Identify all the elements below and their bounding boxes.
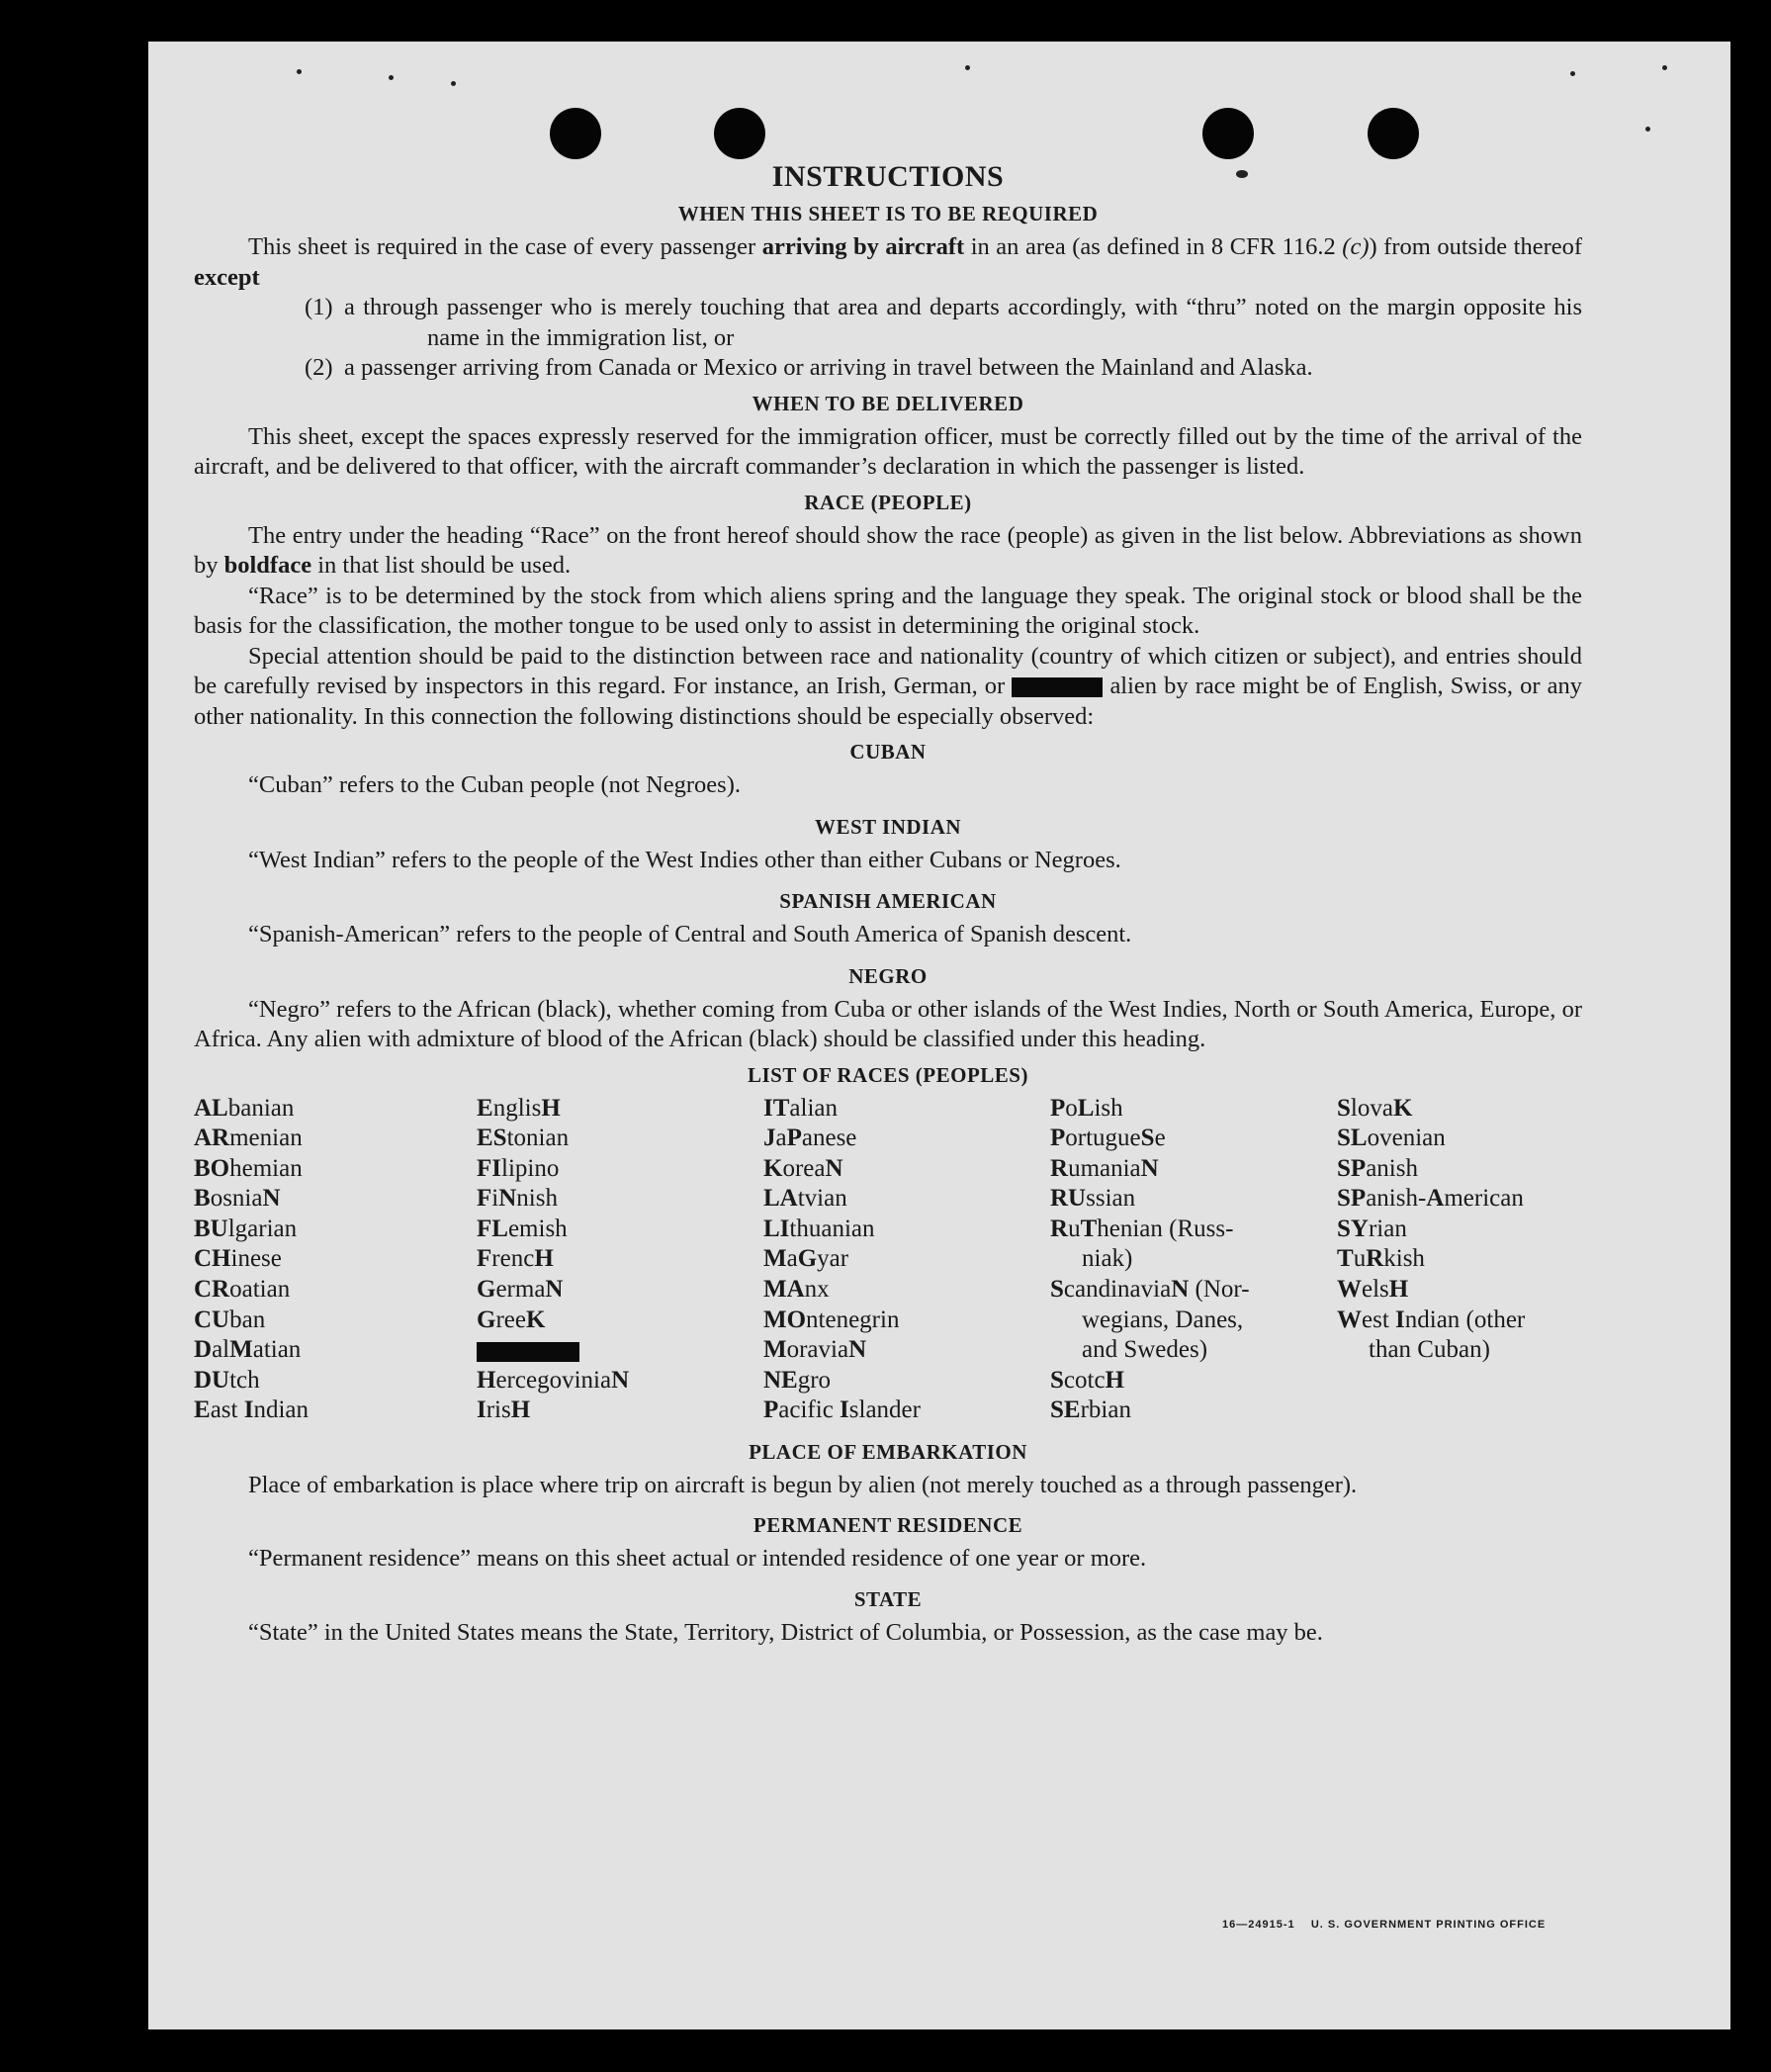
race-abbrev: IT — [763, 1094, 790, 1122]
race-text: emish — [507, 1215, 568, 1242]
heading-residence: PERMANENT RESIDENCE — [753, 1512, 1023, 1537]
race-abbrev: R — [1050, 1154, 1069, 1182]
race-entry — [763, 1275, 1050, 1306]
race-entry — [477, 1094, 763, 1125]
race-abbrev: S — [1337, 1094, 1351, 1122]
delivered-paragraph: This sheet, except the spaces expressly reserved for the immigration officer, must be correctly filled out by the time of the arrival of the aircraft, and be delivered to that officer, with the aircraft commander’s declaration in which the passenger is listed. — [194, 422, 1582, 480]
speck — [1645, 127, 1650, 132]
redaction-mark — [1012, 677, 1103, 697]
race-abbrev: E — [477, 1094, 493, 1122]
race-abbrev: J — [763, 1125, 776, 1152]
race-entry — [763, 1215, 1050, 1245]
race-abbrev: K — [763, 1154, 783, 1182]
redaction-mark — [477, 1342, 579, 1362]
race-text: banian — [227, 1094, 295, 1122]
race-abbrev: M — [763, 1245, 787, 1273]
race-text: els — [1362, 1276, 1389, 1304]
race-abbrev: I — [1395, 1306, 1405, 1333]
race-abbrev: BU — [194, 1215, 228, 1242]
race-text: lova — [1350, 1094, 1393, 1122]
race-abbrev: W — [1337, 1276, 1362, 1304]
race-text: u — [1353, 1245, 1367, 1273]
race-abbrev: N — [545, 1276, 564, 1304]
race-entry — [1050, 1244, 1337, 1275]
race-entry — [194, 1306, 477, 1336]
speck — [297, 69, 302, 74]
race-text: tvian — [797, 1185, 847, 1213]
race-entry — [1050, 1275, 1337, 1306]
race-abbrev: M — [763, 1336, 787, 1364]
race-text: gro — [797, 1366, 832, 1394]
race-text: tonian — [506, 1125, 570, 1152]
race-abbrev: A — [1426, 1185, 1445, 1213]
race-text: ndian (other — [1404, 1306, 1526, 1333]
cuban-paragraph: “Cuban” refers to the Cuban people (not Negroes). — [248, 771, 741, 798]
race-entry — [1337, 1184, 1582, 1215]
race-entry — [194, 1396, 477, 1426]
race-abbrev: LA — [763, 1185, 798, 1213]
race-entry — [194, 1215, 477, 1245]
race-entry — [477, 1366, 763, 1396]
race-entry — [1337, 1215, 1582, 1245]
printer-name: U. S. GOVERNMENT PRINTING OFFICE — [1310, 1919, 1547, 1931]
text: Special attention should be paid to the distinction between race and nationality (country of which citizen or subject), and entries should be carefully revised by inspectors in this regard. For instance, an Irish, German, or — [194, 642, 1582, 699]
race-text: kish — [1383, 1245, 1425, 1273]
race-abbrev: P — [1050, 1125, 1066, 1152]
race-abbrev: N — [1171, 1276, 1190, 1304]
race-text: alian — [789, 1094, 838, 1122]
race-abbrev: K — [525, 1306, 546, 1333]
race-abbrev: SL — [1337, 1125, 1368, 1152]
race-abbrev: AR — [194, 1125, 230, 1152]
race-text: acific — [778, 1396, 841, 1424]
race-text: anish- — [1366, 1185, 1427, 1213]
race-text: ortugue — [1065, 1125, 1141, 1152]
race-entry — [763, 1154, 1050, 1185]
race-text: cotc — [1063, 1366, 1106, 1394]
race-abbrev: G — [797, 1245, 818, 1273]
race-abbrev: SP — [1337, 1185, 1367, 1213]
race-abbrev: L — [1077, 1094, 1095, 1122]
race-abbrev: I — [243, 1396, 254, 1424]
race-abbrev: N — [262, 1185, 281, 1213]
race-entry — [477, 1275, 763, 1306]
race-abbrev: H — [510, 1396, 531, 1424]
embarkation-paragraph: Place of embarkation is place where trip on aircraft is begun by alien (not merely touched as a through passenger). — [248, 1472, 1358, 1499]
race-abbrev: G — [477, 1306, 496, 1333]
punch-hole — [1202, 108, 1254, 159]
race-column — [1050, 1094, 1337, 1427]
race-abbrev: F — [477, 1245, 492, 1273]
race-text: renc — [491, 1245, 535, 1273]
race-entry — [194, 1154, 477, 1185]
race-abbrev: SE — [1050, 1396, 1081, 1424]
race-text: lgarian — [227, 1215, 298, 1242]
race-text: atian — [252, 1336, 302, 1364]
race-abbrev: I — [840, 1396, 849, 1424]
race-entry — [1050, 1215, 1337, 1245]
race-abbrev: W — [1337, 1306, 1362, 1333]
heading-spanish-american: SPANISH AMERICAN — [779, 889, 997, 913]
race-abbrev: H — [1105, 1366, 1124, 1394]
heading-cuban: CUBAN — [849, 740, 927, 764]
form-code: 16—24915-1 — [1222, 1919, 1295, 1931]
race-entry — [763, 1244, 1050, 1275]
race-abbrev: N — [498, 1185, 517, 1213]
race-entry — [763, 1184, 1050, 1215]
instructions-content — [194, 160, 1582, 1649]
race-abbrev: BO — [194, 1154, 230, 1182]
speck — [451, 81, 456, 86]
printer-footer — [1222, 1919, 1546, 1931]
heading-delivered: WHEN TO BE DELIVERED — [752, 391, 1024, 415]
race-text: candinavia — [1063, 1276, 1172, 1304]
race-entry — [1337, 1124, 1582, 1154]
race-text: o — [1065, 1094, 1078, 1122]
race-text: oravia — [786, 1336, 849, 1364]
race-text: slander — [848, 1396, 921, 1424]
race-abbrev: NE — [763, 1366, 798, 1394]
race-paragraph-2: “Race” is to be determined by the stock from which aliens spring and the language they speak. The original stock or blood shall be the basis for the classification, the mother tongue to be used only to assist in determining the original stock. — [194, 582, 1582, 639]
heading-race-list: LIST OF RACES (PEOPLES) — [748, 1062, 1028, 1087]
race-entry — [763, 1306, 1050, 1336]
exception-item-2 — [305, 353, 1582, 384]
race-paragraph-3 — [194, 642, 1582, 733]
race-abbrev: SY — [1337, 1215, 1369, 1242]
race-entry — [477, 1244, 763, 1275]
speck — [965, 65, 970, 70]
race-entry — [763, 1335, 1050, 1366]
text: ) from outside thereof — [1369, 233, 1583, 260]
race-abbrev: R — [1366, 1245, 1384, 1273]
race-entry — [1050, 1184, 1337, 1215]
race-abbrev: N — [848, 1336, 867, 1364]
race-abbrev: CU — [194, 1306, 230, 1333]
race-entry — [477, 1335, 763, 1366]
race-text: erma — [495, 1276, 546, 1304]
race-abbrev: S — [1050, 1276, 1064, 1304]
text-bold: arriving by aircraft — [761, 233, 965, 260]
item-number: (2) — [305, 354, 333, 381]
race-entry — [194, 1366, 477, 1396]
race-text: anese — [801, 1125, 857, 1152]
race-text: and Swedes) — [1082, 1336, 1208, 1364]
exception-item-1 — [305, 293, 1582, 353]
race-abbrev: H — [541, 1094, 561, 1122]
race-text: u — [1068, 1215, 1081, 1242]
race-abbrev: MA — [763, 1276, 805, 1304]
race-text: menian — [229, 1125, 303, 1152]
race-abbrev: MO — [763, 1306, 807, 1333]
race-entry — [1050, 1366, 1337, 1396]
race-entry — [1050, 1396, 1337, 1426]
race-column — [763, 1094, 1050, 1427]
race-text: rian — [1368, 1215, 1407, 1242]
race-abbrev: B — [194, 1185, 211, 1213]
race-paragraph-1 — [194, 521, 1582, 582]
race-text: ish — [1094, 1094, 1123, 1122]
text: in that list should be used. — [311, 552, 572, 579]
race-entry — [194, 1094, 477, 1125]
text: The entry under the heading “Race” on the front hereof should show the race (people) as given in the list below. Abbreviations as shown by — [194, 521, 1582, 579]
race-text: e — [1154, 1125, 1166, 1152]
race-text: ntenegrin — [806, 1306, 900, 1333]
race-entry — [477, 1306, 763, 1336]
spanish-american-paragraph: “Spanish-American” refers to the people of Central and South America of Spanish descent. — [248, 921, 1132, 947]
race-column — [194, 1094, 477, 1427]
heading-required: WHEN THIS SHEET IS TO BE REQUIRED — [677, 202, 1099, 225]
state-paragraph: “State” in the United States means the State, Territory, District of Columbia, or Possession, as the case may be. — [248, 1619, 1323, 1647]
race-entry — [477, 1396, 763, 1426]
residence-paragraph: “Permanent residence” means on this sheet actual or intended residence of one year or more. — [248, 1544, 1147, 1572]
race-entry — [1337, 1094, 1582, 1125]
race-abbrev: FI — [477, 1154, 501, 1182]
race-text: nx — [804, 1276, 830, 1304]
race-entry — [194, 1124, 477, 1154]
speck — [1570, 71, 1575, 76]
race-abbrev: G — [477, 1276, 496, 1304]
race-abbrev: K — [1392, 1094, 1413, 1122]
race-text: hemian — [229, 1154, 303, 1182]
page-title: INSTRUCTIONS — [771, 160, 1005, 193]
race-abbrev: SP — [1337, 1154, 1367, 1182]
race-text: oatian — [229, 1276, 291, 1304]
race-text: ssian — [1086, 1185, 1136, 1213]
race-text: niak) — [1082, 1245, 1133, 1273]
race-abbrev: LI — [763, 1215, 790, 1242]
race-abbrev: D — [194, 1336, 213, 1364]
race-abbrev: F — [477, 1185, 492, 1213]
race-entry — [1050, 1094, 1337, 1125]
race-entry — [1337, 1275, 1582, 1306]
race-text: merican — [1444, 1185, 1524, 1213]
race-abbrev: T — [1337, 1245, 1354, 1273]
race-abbrev: R — [1050, 1215, 1069, 1242]
race-text: wegians, Danes, — [1082, 1306, 1244, 1333]
race-text: tch — [229, 1366, 260, 1394]
race-entry — [477, 1124, 763, 1154]
negro-paragraph: “Negro” refers to the African (black), whether coming from Cuba or other islands of the West Indies, North or South America, Europe, or Africa. Any alien with admixture of blood of the African (black) should be classified under this heading. — [194, 995, 1582, 1052]
race-abbrev: S — [1140, 1125, 1155, 1152]
race-abbrev: FL — [477, 1215, 508, 1242]
punch-hole — [550, 108, 601, 159]
race-entry — [763, 1124, 1050, 1154]
race-text: lipino — [501, 1154, 560, 1182]
race-text: i — [491, 1185, 499, 1213]
race-abbrev: H — [477, 1366, 496, 1394]
race-column — [477, 1094, 763, 1427]
race-text: than Cuban) — [1369, 1336, 1490, 1364]
race-text: a — [786, 1245, 798, 1273]
text-bold: except — [194, 263, 260, 291]
race-text: rbian — [1080, 1396, 1131, 1424]
race-text: ast — [210, 1396, 244, 1424]
race-entry — [194, 1244, 477, 1275]
race-text: yar — [817, 1245, 849, 1273]
race-text: ree — [495, 1306, 526, 1333]
race-abbrev: ES — [477, 1125, 507, 1152]
punch-hole — [714, 108, 765, 159]
heading-negro: NEGRO — [848, 963, 928, 988]
race-text: ris — [486, 1396, 511, 1424]
west-indian-paragraph: “West Indian” refers to the people of the West Indies other than either Cubans or Negroes. — [248, 846, 1121, 873]
race-text: umania — [1068, 1154, 1141, 1182]
race-entry — [1337, 1244, 1582, 1275]
race-abbrev: CR — [194, 1276, 230, 1304]
race-text: (Nor- — [1189, 1276, 1250, 1304]
race-text: ban — [229, 1306, 266, 1333]
required-paragraph — [194, 232, 1582, 293]
race-abbrev: M — [229, 1336, 253, 1364]
punch-hole — [1368, 108, 1419, 159]
race-entry — [1337, 1306, 1582, 1336]
race-abbrev: H — [1388, 1276, 1409, 1304]
race-text: thuanian — [789, 1215, 875, 1242]
race-text: ovenian — [1367, 1125, 1446, 1152]
race-text: al — [212, 1336, 230, 1364]
race-abbrev: N — [611, 1366, 630, 1394]
race-entry — [194, 1184, 477, 1215]
race-abbrev: T — [1080, 1215, 1098, 1242]
race-entry — [1050, 1306, 1337, 1336]
race-abbrev: S — [1050, 1366, 1064, 1394]
race-list — [194, 1094, 1582, 1427]
speck — [1662, 65, 1667, 70]
race-text: osnia — [210, 1185, 263, 1213]
race-entry — [1050, 1154, 1337, 1185]
race-abbrev: N — [825, 1154, 843, 1182]
race-abbrev: H — [534, 1245, 554, 1273]
race-entry — [1050, 1335, 1337, 1366]
item-text: a through passenger who is merely touching that area and departs accordingly, with “thru” noted on the margin opposite his name in the immigration list, or — [344, 294, 1582, 351]
race-abbrev: P — [763, 1396, 779, 1424]
race-entry — [194, 1335, 477, 1366]
race-text: orea — [782, 1154, 826, 1182]
race-entry — [763, 1094, 1050, 1125]
race-entry — [194, 1275, 477, 1306]
race-text: nglis — [492, 1094, 542, 1122]
race-entry — [763, 1396, 1050, 1426]
text: alien by race might be of English, Swiss, or any other nationality. In this connection the following distinctions should be especially observed: — [194, 673, 1583, 730]
heading-west-indian: WEST INDIAN — [814, 814, 962, 839]
race-abbrev: E — [194, 1396, 211, 1424]
race-entry — [1050, 1124, 1337, 1154]
race-text: ndian — [253, 1396, 309, 1424]
race-entry — [477, 1184, 763, 1215]
race-text: anish — [1366, 1154, 1418, 1182]
text-italic: (c) — [1342, 233, 1370, 260]
text: This sheet is required in the case of every passenger — [248, 233, 762, 260]
race-entry — [477, 1154, 763, 1185]
race-column — [1337, 1094, 1582, 1427]
race-abbrev: CH — [194, 1245, 231, 1273]
race-abbrev: P — [786, 1125, 802, 1152]
race-text: ercegovinia — [495, 1366, 612, 1394]
race-entry — [763, 1366, 1050, 1396]
race-text: inese — [230, 1245, 282, 1273]
text-bold: boldface — [223, 552, 312, 579]
race-entry — [1337, 1335, 1582, 1366]
race-entry — [477, 1215, 763, 1245]
item-number: (1) — [305, 294, 333, 320]
race-text: est — [1362, 1306, 1396, 1333]
race-abbrev: N — [1140, 1154, 1159, 1182]
race-abbrev: P — [1050, 1094, 1066, 1122]
race-text: a — [775, 1125, 787, 1152]
text: in an area (as defined in 8 CFR 116.2 — [964, 233, 1343, 260]
item-text: a passenger arriving from Canada or Mexico or arriving in travel between the Mainland and Alaska. — [344, 354, 1313, 381]
speck — [389, 75, 394, 80]
document-page — [148, 42, 1730, 2029]
race-abbrev: AL — [194, 1094, 228, 1122]
heading-race: RACE (PEOPLE) — [804, 490, 972, 514]
heading-embarkation: PLACE OF EMBARKATION — [749, 1440, 1027, 1465]
race-entry — [1337, 1154, 1582, 1185]
heading-state: STATE — [853, 1587, 923, 1612]
race-abbrev: RU — [1050, 1185, 1087, 1213]
race-abbrev: I — [477, 1396, 487, 1424]
race-text: nish — [516, 1185, 558, 1213]
race-text: henian (Russ- — [1097, 1215, 1234, 1242]
race-abbrev: DU — [194, 1366, 230, 1394]
